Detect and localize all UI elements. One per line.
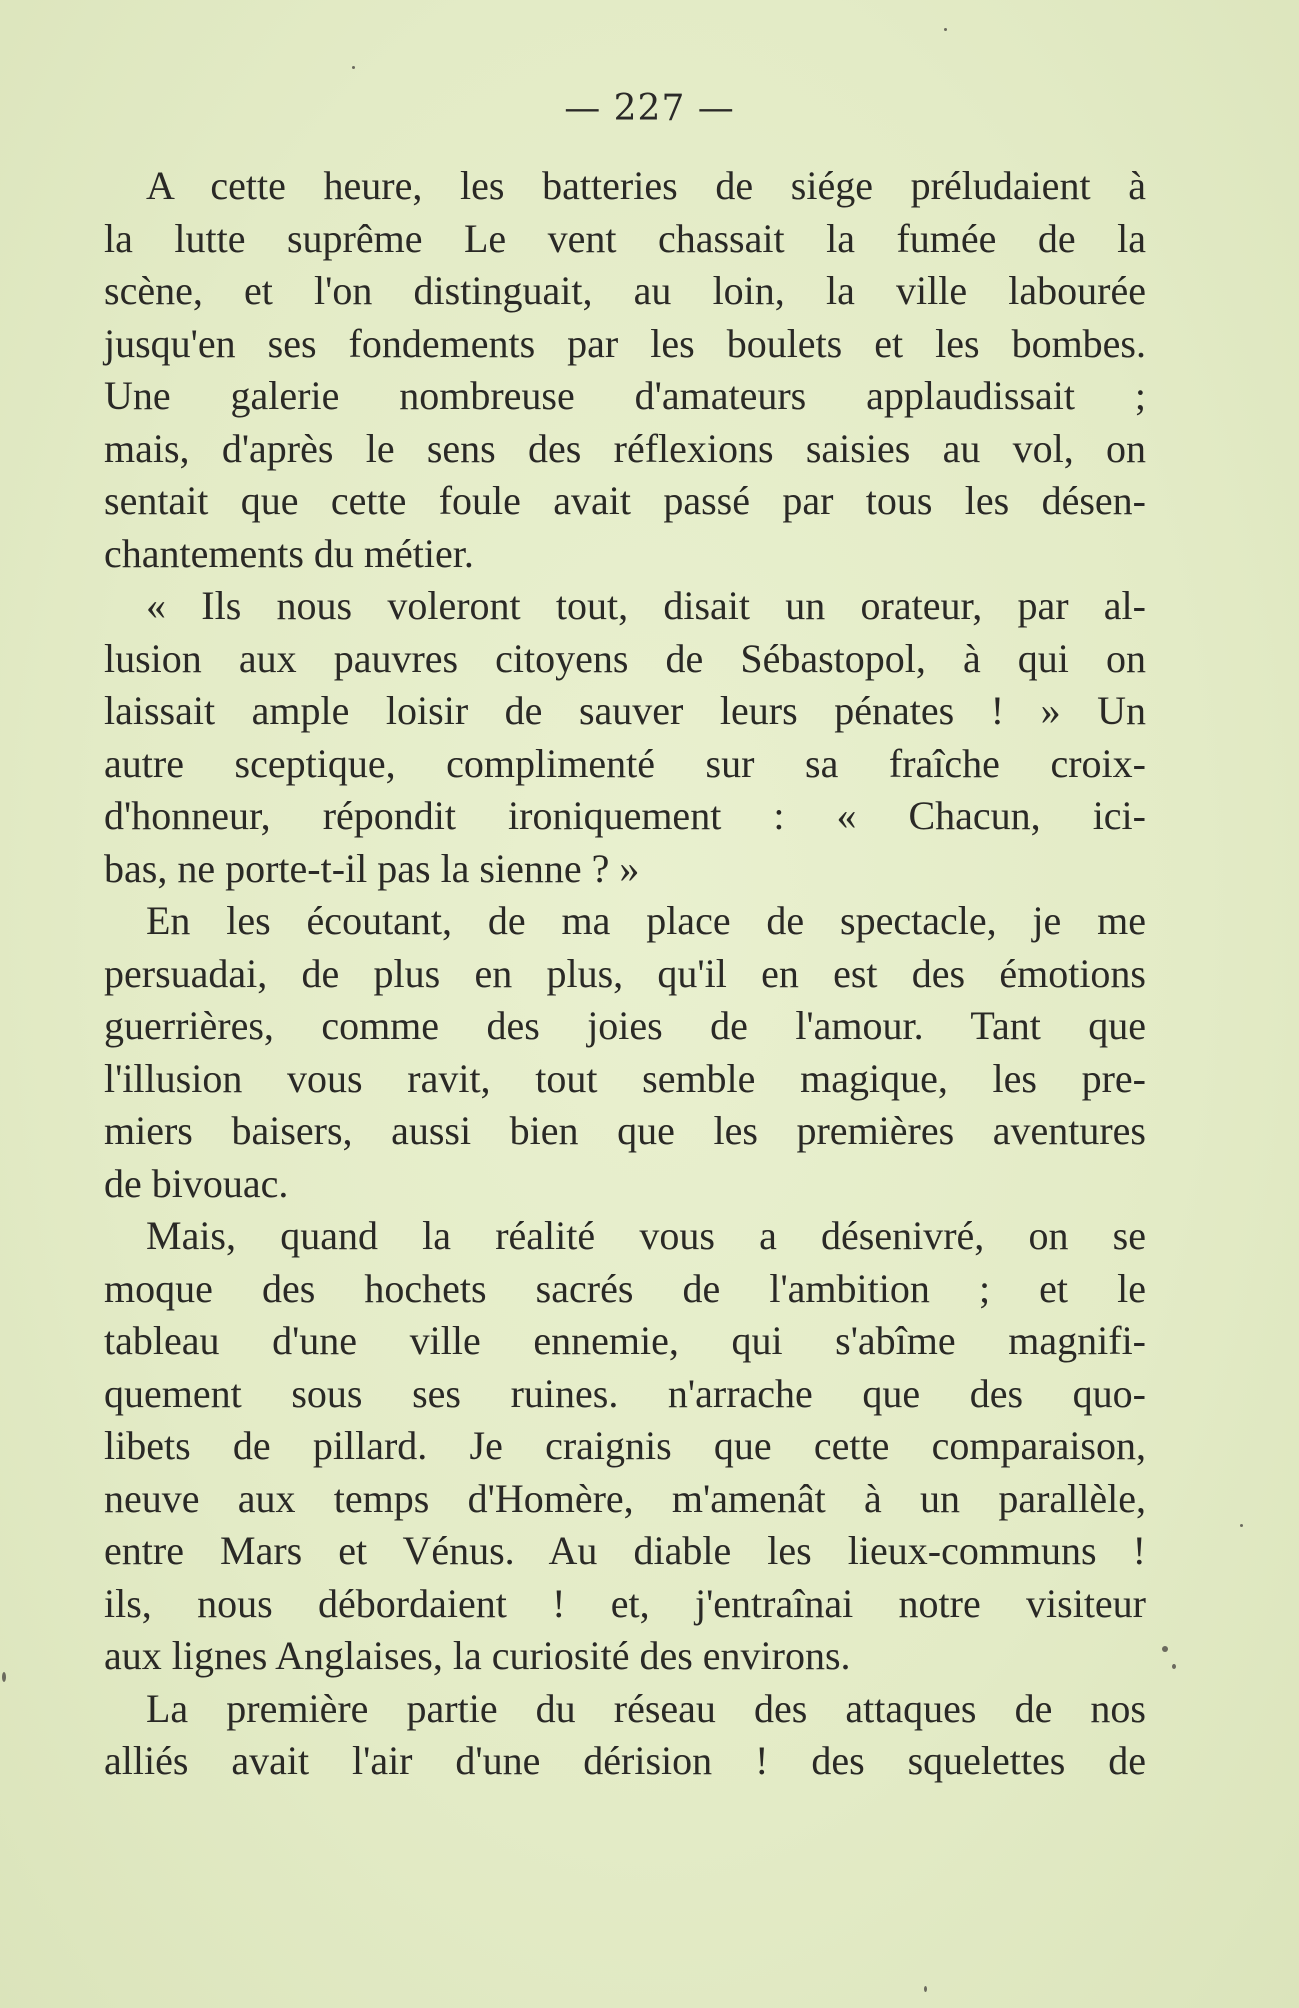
paper-speck [1162,1646,1168,1652]
text-line: guerrières, comme des joies de l'amour. Tant que [104,1003,1146,1048]
paragraph-2 [104,580,1146,895]
paper-speck [1172,1664,1176,1669]
text-line: de bivouac. [104,1160,289,1206]
text-line: lusion aux pauvres citoyens de Sébastopol, à qui on [104,635,1146,681]
text-line: persuadai, de plus en plus, qu'il en est des émotions [104,950,1146,996]
paper-speck [2,1672,6,1682]
text-line: jusqu'en ses fondements par les boulets et les bombes. [104,320,1146,366]
text-line: mais, d'après le sens des réflexions saisies au vol, on [104,425,1146,471]
text-line: aux lignes Anglaises, la curiosité des environs. [104,1633,851,1678]
text-line: ils, nous débordaient ! et, j'entraînai notre visiteur [104,1580,1146,1626]
text-line: neuve aux temps d'Homère, m'amenât à un parallèle, [104,1475,1146,1521]
text-line: sentait que cette foule avait passé par tous les désen- [104,478,1146,523]
text-line: bas, ne porte-t-il pas la sienne ? » [104,845,640,891]
text-line: moque des hochets sacrés de l'ambition ; et le [104,1265,1146,1311]
text-line: A cette heure, les batteries de siége préludaient à [146,163,1146,208]
text-line: Une galerie nombreuse d'amateurs applaudissait ; [104,373,1146,418]
text-line: Mais, quand la réalité vous a désenivré, on se [146,1213,1146,1258]
text-line: scène, et l'on distinguait, au loin, la ville labourée [104,268,1146,313]
paper-speck [924,1986,927,1992]
text-line: « Ils nous voleront tout, disait un orateur, par al- [146,583,1146,628]
text-line: miers baisers, aussi bien que les premières aventures [104,1108,1146,1153]
paper-speck [944,28,947,31]
paragraph-5 [104,1683,1146,1788]
text-line: d'honneur, répondit ironiquement : « Chacun, ici- [104,793,1146,838]
text-line: libets de pillard. Je craignis que cette comparaison, [104,1423,1146,1468]
paragraph-3 [104,895,1146,1210]
paper-speck [352,66,355,69]
text-line: tableau d'une ville ennemie, qui s'abîme magnifi- [104,1318,1146,1363]
text-line: alliés avait l'air d'une dérision ! des squelettes de [104,1738,1146,1783]
page-number: — 227 — [564,88,735,129]
paper-speck [1240,1524,1243,1527]
text-line: quement sous ses ruines. n'arrache que des quo- [104,1370,1146,1416]
text-line: En les écoutant, de ma place de spectacle, je me [146,898,1146,943]
body-text [104,160,1146,1788]
text-line: l'illusion vous ravit, tout semble magique, les pre- [104,1055,1146,1101]
text-line: La première partie du réseau des attaques de nos [146,1685,1146,1731]
text-line: entre Mars et Vénus. Au diable les lieux-communs ! [104,1528,1146,1573]
text-line: laissait ample loisir de sauver leurs pénates ! » Un [104,688,1146,733]
text-line: la lutte suprême Le vent chassait la fumée de la [104,215,1146,261]
text-line: autre sceptique, complimenté sur sa fraîche croix- [104,740,1146,786]
text-line: chantements du métier. [104,530,474,576]
paragraph-1 [104,160,1146,580]
paragraph-4 [104,1210,1146,1683]
